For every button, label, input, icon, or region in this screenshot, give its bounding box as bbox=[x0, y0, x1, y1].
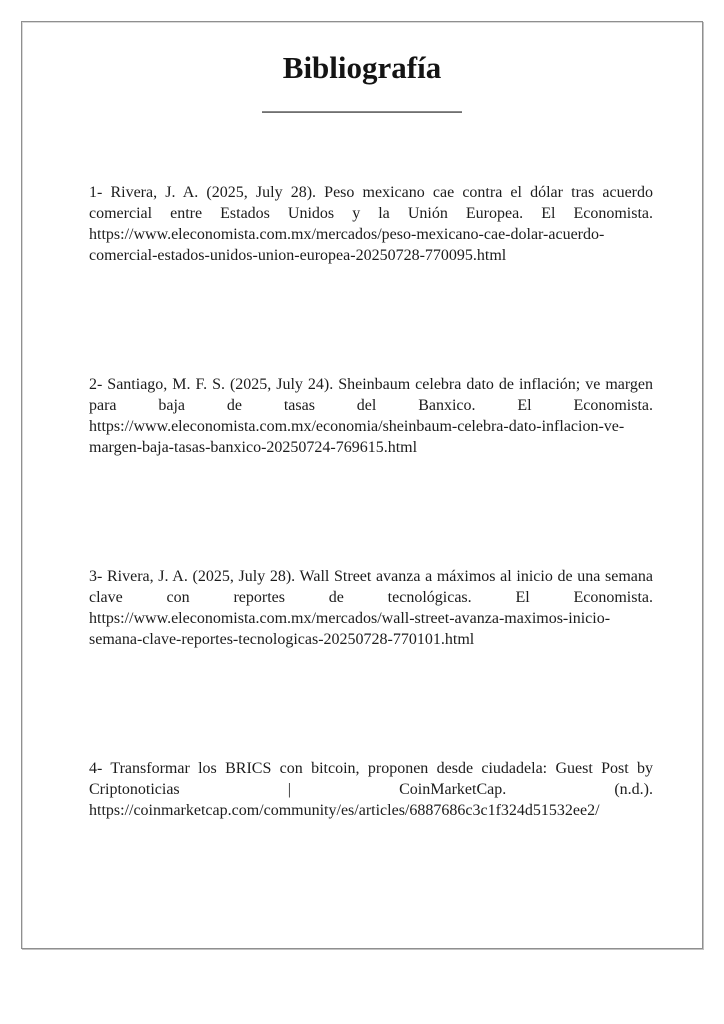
page-title: Bibliografía bbox=[282, 50, 442, 85]
reference-entry-3: 3- Rivera, J. A. (2025, July 28). Wall Street avanza a máximos al inicio de una semana clave con reportes de tecnológicas. El Economista. https://www.eleconomista.com.mx/mercados/wall-street-avanza-maximos-inicio-semana-clave-reportes-tecnologicas-20250728-770101.html bbox=[89, 568, 653, 648]
reference-entry-4: 4- Transformar los BRICS con bitcoin, proponen desde ciudadela: Guest Post by Criptonoticias | CoinMarketCap. (n.d.). https://coinmarketcap.com/community/es/articles/6887686c3c1f324d51532ee2/ bbox=[89, 760, 653, 819]
reference-entry-2: 2- Santiago, M. F. S. (2025, July 24). Sheinbaum celebra dato de inflación; ve margen para baja de tasas del Banxico. El Economista. https://www.eleconomista.com.mx/economia/sheinbaum-celebra-dato-inflacion-ve-margen-baja-tasas-banxico-20250724-769615.html bbox=[89, 376, 653, 456]
reference-entry-1: 1- Rivera, J. A. (2025, July 28). Peso mexicano cae contra el dólar tras acuerdo comercial entre Estados Unidos y la Unión Europea. El Economista. https://www.eleconomista.com.mx/mercados/peso-mexicano-cae-dolar-acuerdo-comercial-estados-unidos-union-europea-20250728-770095.html bbox=[89, 184, 653, 264]
title-divider-rule bbox=[262, 111, 462, 113]
